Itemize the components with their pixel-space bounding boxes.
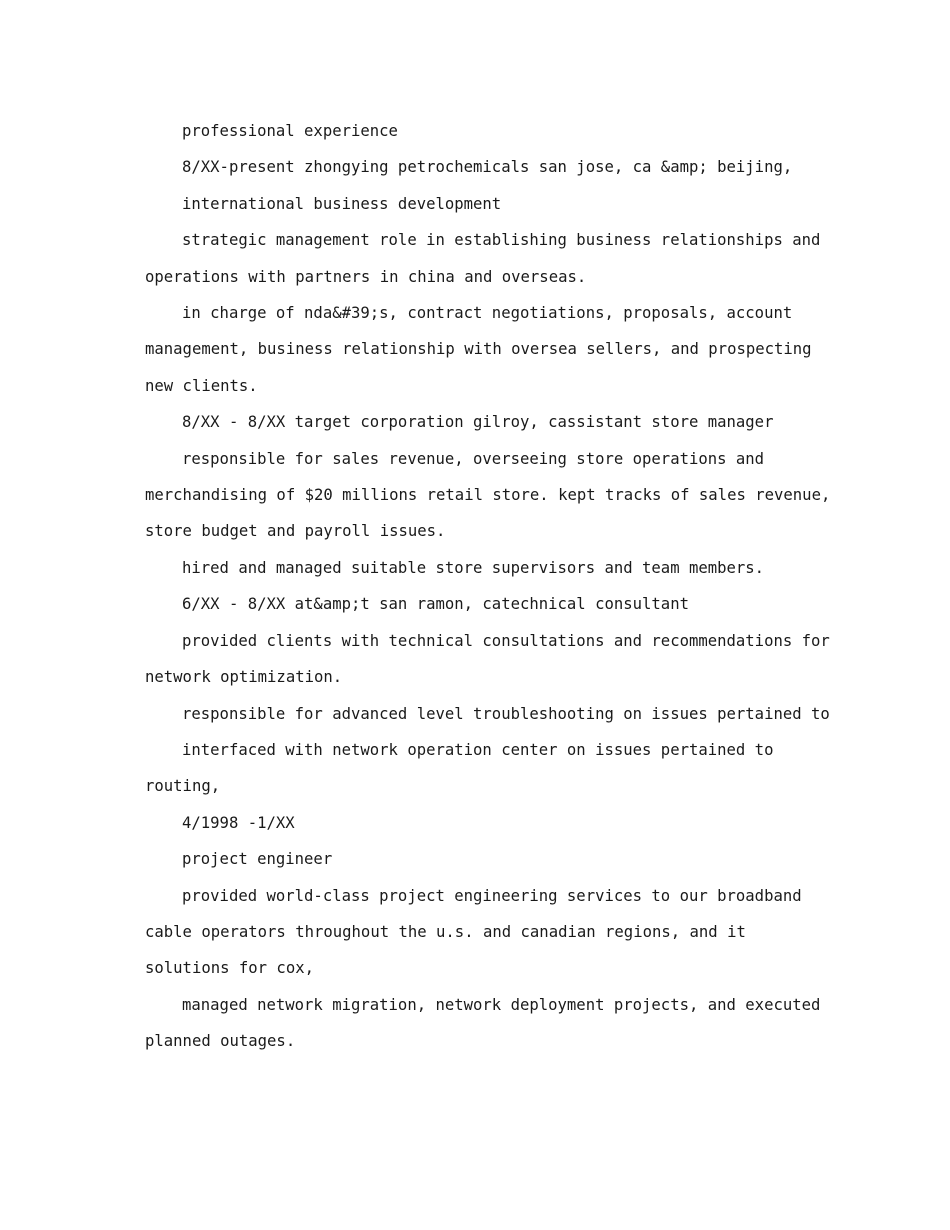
job-description: provided clients with technical consultations and recommendations for network optimization. <box>145 631 830 687</box>
section-heading: professional experience <box>182 122 398 140</box>
job-date-range: 4/1998 -1/XX <box>182 813 295 832</box>
job-description: interfaced with network operation center on issues pertained to routing, <box>145 740 774 796</box>
job-title: project engineer <box>182 850 333 869</box>
job-description: responsible for advanced level troubleshooting on issues pertained to <box>182 704 830 723</box>
job-description: hired and managed suitable store supervisors and team members. <box>182 558 765 577</box>
job-description: managed network migration, network deployment projects, and executed planned outages. <box>145 995 821 1051</box>
job-entry-header: 8/XX - 8/XX target corporation gilroy, cassistant store manager <box>182 413 774 432</box>
job-description: strategic management role in establishing business relationships and operations with partners in china and overseas. <box>145 231 821 286</box>
job-description: responsible for sales revenue, overseeing store operations and merchandising of $20 millions retail store. kept tracks of sales revenue, store budget and payroll issues. <box>145 449 831 541</box>
job-entry-header: 6/XX - 8/XX at&amp;t san ramon, catechnical consultant <box>182 595 689 614</box>
job-description: provided world-class project engineering services to our broadband cable operators throughout the u.s. and canadian regions, and it solutions for cox, <box>145 886 802 978</box>
job-title: international business development <box>182 194 502 213</box>
document-body <box>145 113 835 1060</box>
job-entry-header: 8/XX-present zhongying petrochemicals san jose, ca &amp; beijing, <box>182 158 793 177</box>
job-description: in charge of nda&#39;s, contract negotiations, proposals, account management, business relationship with oversea sellers, and prospecting new clients. <box>145 304 812 395</box>
